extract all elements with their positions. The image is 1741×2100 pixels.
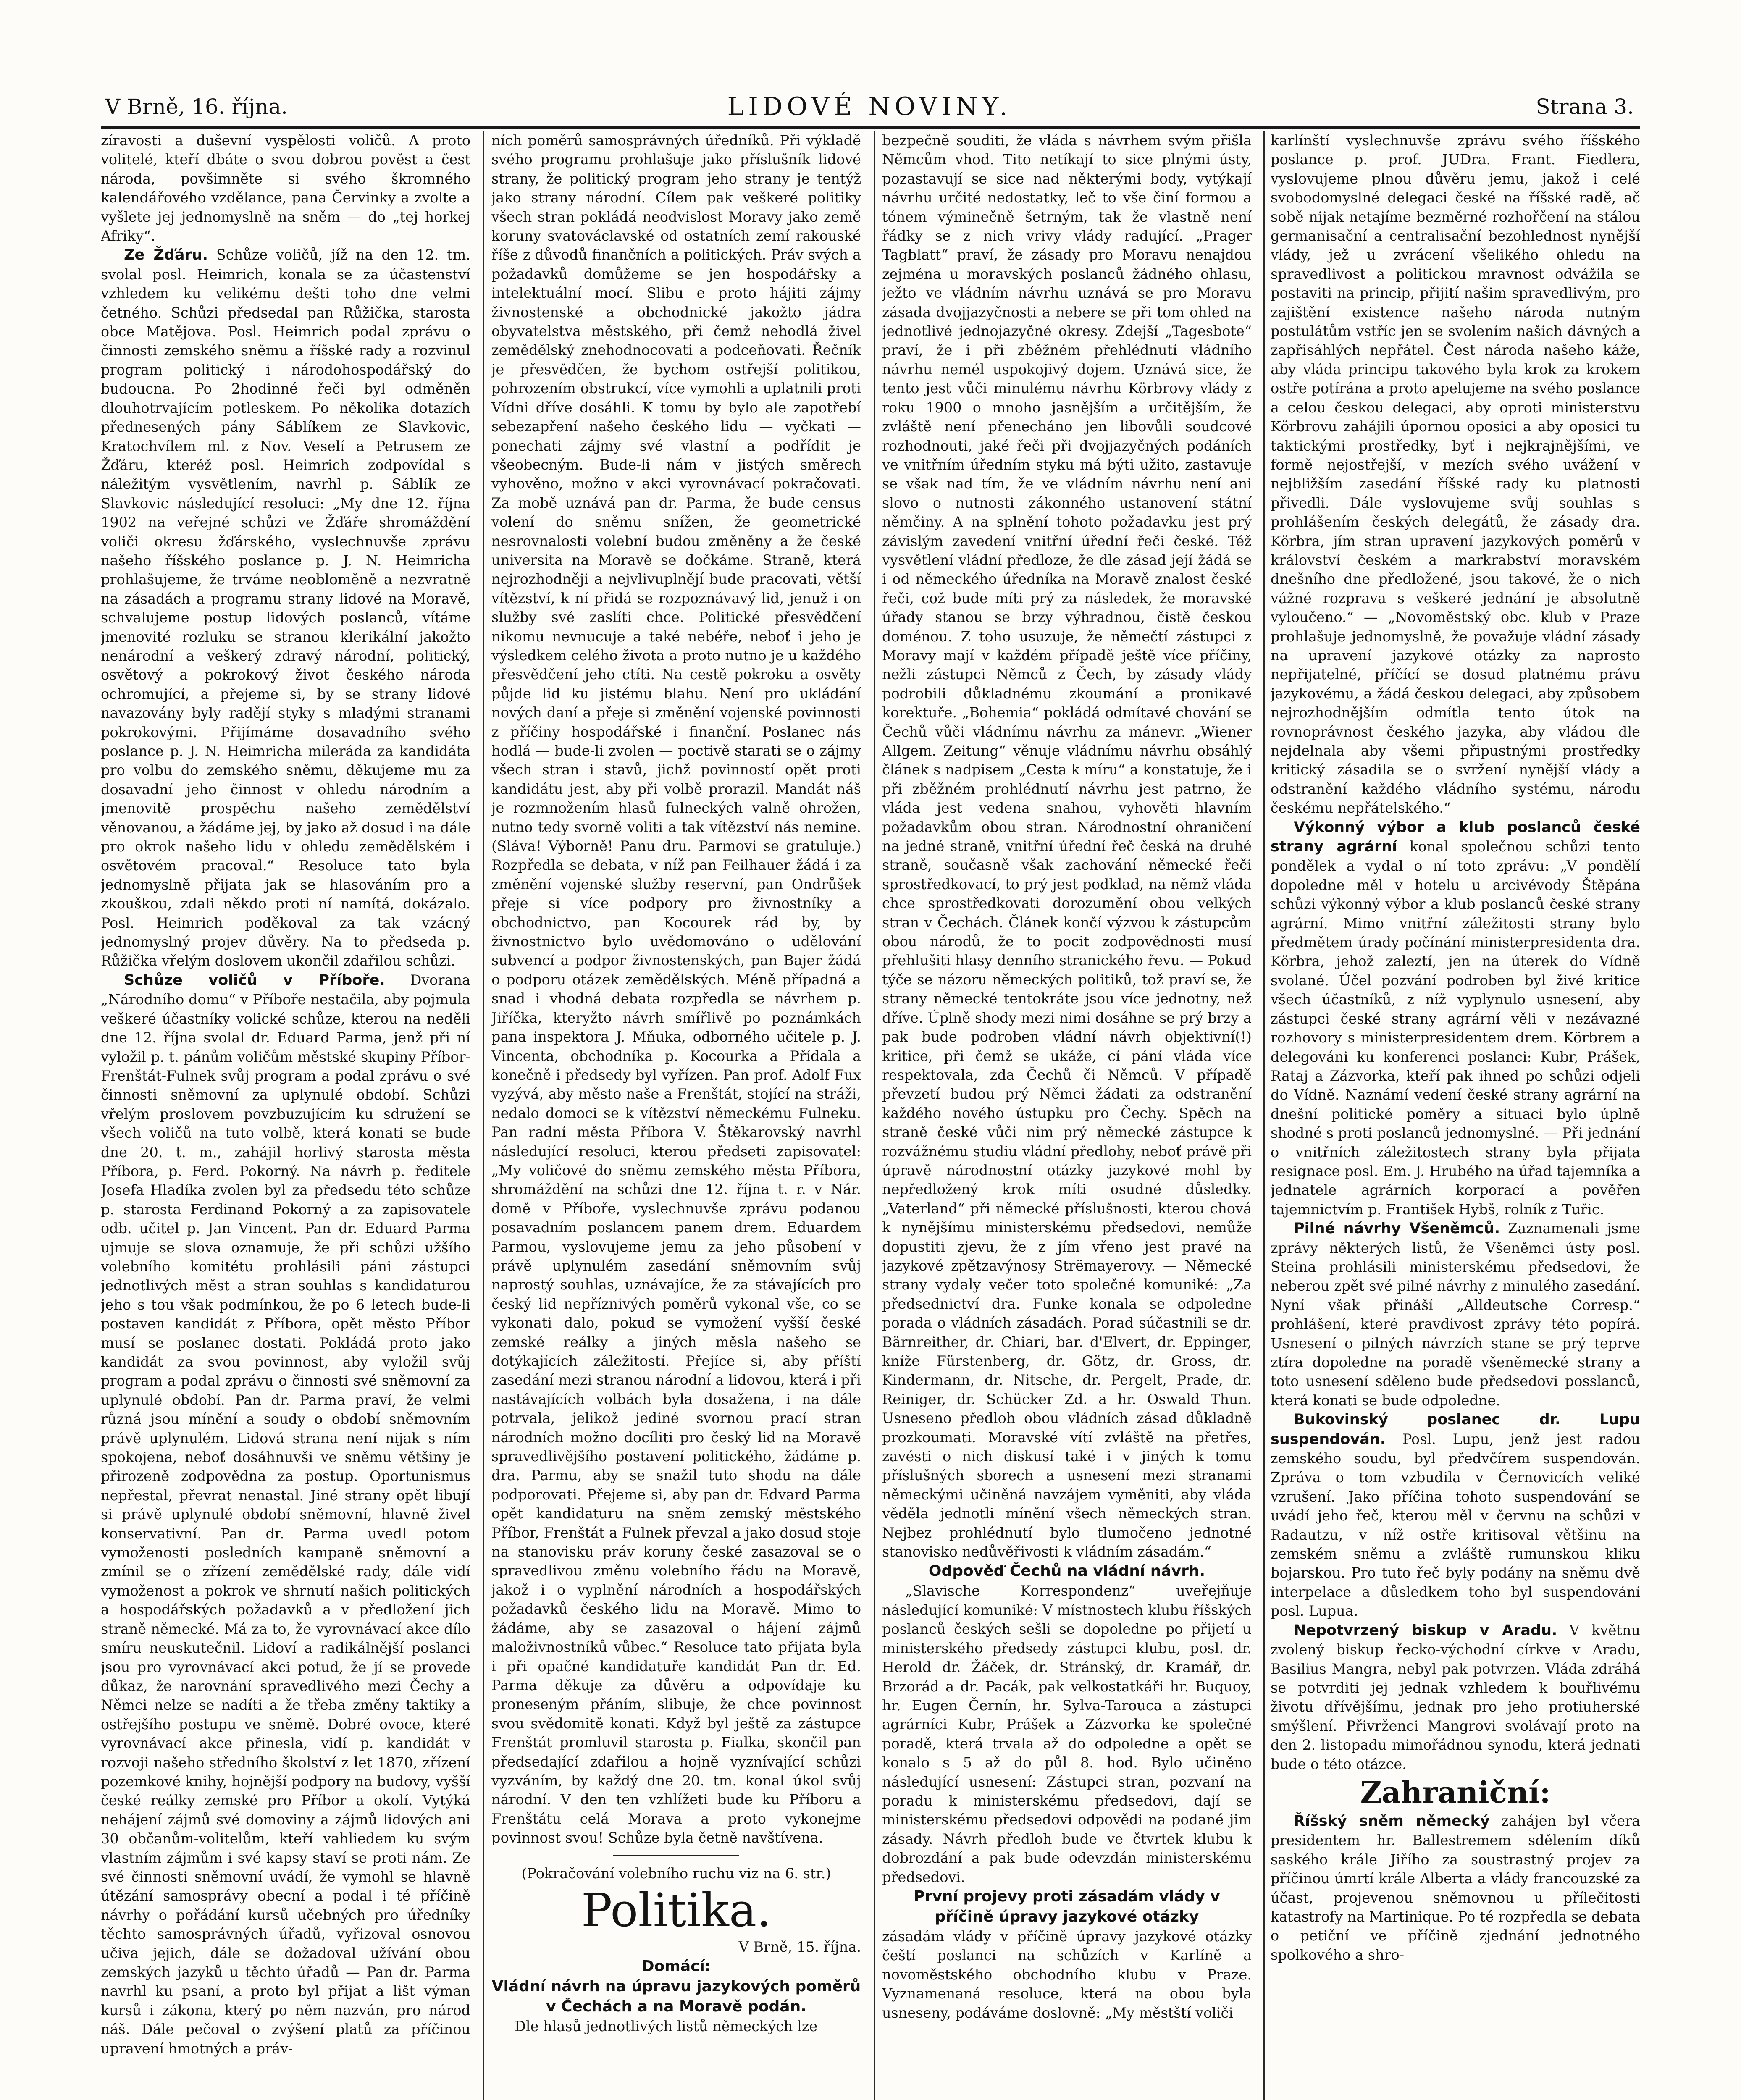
- column-2: [491, 131, 861, 2100]
- page-header: [101, 90, 1638, 128]
- paragraph: zásadám vlády v příčině úpravy jazykové otázky čeští poslanci na schůzích v Karlíně a novoměstského obchodního klubu v Praze. Vyznamenaná resoluce, která na obou byla usneseny, podáváme doslovně: „My městští voliči: [882, 1928, 1252, 2021]
- paragraph-text: Schůze voličů, jíž na den 12. tm. svolal posl. Heimrich, konala se za účastenství vzhledem ku velikému dešti toho dne velmi četného. Schůzi předsedal pan Růžička, starosta obce Matějova. Posl. Heimrich podal zprávu o činnosti zemského sněmu a říšské rady a rozvinul program politický i národohospodářský do budoucna. Po 2hodinné řeči byl odměněn dlouhotrvajícím potleskem. Po několika dotazích přednesených pány Sáblíkem ze Slavkovic, Kratochvílem ml. z Nov. Veselí a Petrusem ze Žďáru, kteréž posl. Heimrich zodpovídal s náležitým vysvětlením, navrhl p. Sáblík ze Slavkovic následující resoluci: „My dne 12. října 1902 na veřejné schůzi ve Žďáře shromáždění voliči okresu žďárského, vyslechnuvše zprávu našeho říšského poslance p. J. N. Heimricha prohlašujeme, že trváme neobloměně a nezvratně na zásadách a programu strany lidové na Moravě, schvalujeme postup lidových poslanců, vítáme jmenovité rozluku se stranou klerikální jakožto nenárodní a veškerý zdravý národní, politický, osvětový a pokrokový život českého národa ochromující, a přejeme si, by se strany lidové navazovány byly radějí styky s mladými stranami pokrokovými. Přijímáme dosavadního svého poslance p. J. N. Heimricha mileráda za kandidáta pro volbu do zemského sněmu, děkujeme mu za dosavadní jeho činnost v ohledu národním a jmenovitě prospěchu našeho zemědělství věnovanou, a žádáme jej, by jako až dosud i na dále pro okrok našeho lidu v ohledu zemědělském i osvětovém pracoval.“ Resoluce tato byla jednomyslně přijata jak se hlasováním pro a zkouškou, zdali někdo proti ní namítá, dokázalo. Posl. Heimrich poděkoval za tak vzácný jednomyslný projev důvěry. Na to předseda p. Růžička vřelým doslovem ukončil zdařilou schůzi.: [101, 247, 470, 969]
- paragraph: [1271, 1621, 1640, 1774]
- paragraph-text: zahájen byl včera presidentem hr. Ballestremem sdělením díků saského krále Jiřího za soustrastný projev za příčinou úmrtí krále Alberta a vlády francouzské za účast, projevenou sněmovnou u přílečitosti katastrofy na Martinique. Po té rozpředla se debata o petiční ve příčině zjednání jednotného spolkového a shro-: [1271, 1812, 1640, 1963]
- article-columns: [101, 131, 1640, 2100]
- page-number: Strana 3.: [1536, 94, 1634, 119]
- subheading: Říšský sněm německý: [1294, 1812, 1490, 1830]
- column-1: [101, 131, 470, 2100]
- paragraph: karlínští vyslechnuvše zprávu svého říšského poslance p. prof. JUDra. Frant. Fiedlera, vyslovujeme plnou důvěru jemu, jakož i celé svobodomyslné delegaci české na říšské radě, ač sobě nijak netajíme bezměrné rozhořčení na stálou germanisační a centralisační bezohlednost nynější vlády, jež u zvrácení všelikého ohledu na spravedlivost a politickou mravnost odvážila se postaviti na princip, přijití našim spravedlivým, pro zajištění existence našeho národa nutným postulátům vstříc jen se svolením našich dávných a zapřisáhlých nepřátel. Čest národa našeho káže, aby vláda principu takového byla krok za krokem ostře potírána a proto apelujeme na svého poslance a celou českou delegaci, aby oproti ministerstvu Körbrovu zahájili úpornou oposici a aby oposici tu taktickými prostředky, byť i nejkrajnějšími, ve formě nejostřejší, v mezích svého uvážení v nejbližším zasedání říšské rady ku platnosti přivedli. Dále vyslovujeme svůj souhlas s prohlášením českých delegátů, že zásady dra. Körbra, jím stran upravení jazykových poměrů v království českém a markrabství moravském dnešního dne předložené, jsou takové, že o nich vážné rozprava s veškeré jednání je absolutně vyloučeno.“ — „Novoměstský obc. klub v Praze prohlašuje jednomyslně, že považuje vládní zásady na upravení jazykové otázky za naprosto nepřijatelné, příčící se dosud platnému právu jazykovému, a žádá českou delegaci, aby způsobem nejrozhodnějším odmítla tento útok na rovnoprávnost českého jazyka, aby vládou dle nejdelnala aby všemi připustnými prostředky kritický zásadila se o svržení nynější vlády a odstranění každého vládního systému, národu českému nepřátelského.“: [1271, 132, 1640, 816]
- paragraph: ních poměrů samosprávných úředníků. Při výkladě svého programu prohlašuje jako příslušník lidové strany, že politický program jeho strany je tentýž jako strany národní. Cílem pak veškeré politiky všech stran pokládá neodvislost Moravy jako země koruny svatováclavské od ostatních zemí rakouské říše z důvodů finančních a politických. Práv svých a požadavků domůžeme se jen hospodářsky a intelektuální mocí. Slibu e proto hájiti zájmy živnostenské a obchodnické jakožto jádra obyvatelstva městského, při čemž nehodlá živel zemědělský znehodnocovati a podceňovati. Řečník je přesvědčen, že bychom ostřejší politikou, pohrozením obstrukcí, více vymohli a uplatnili proti Vídni dříve dosáhli. K tomu by bylo ale zapotřebí sebezapření našeho českého lidu — vyčkati — ponechati zájmy své vlastní a podřídit je všeobecným. Bude-li nám v jistých směrech vyhověno, možno v akci vyrovnávací pokračovati. Za mobě uznává pan dr. Parma, že bude census volení do sněmu snížen, že geometrické nesrovnalosti volební budou změněny a že české universita na Moravě se dočkáme. Straně, která nejrozhodněji a nejvlivuplnějí bude pracovati, větší vítězství, k ní přidá se rozpoznávavý lid, jenuž i on služby své zaslíti chce. Politické přesvědčení nikomu nevnucuje a také nebéře, neboť i jeho je výsledkem celého života a proto nutno je u každého přesvědčení jeho ctíti. Na cestě pokroku a osvěty půjde lid ku jistému blahu. Není pro ukládání nových daní a přeje si změnění vojenské povinnosti z příčiny hospodářské i finanční. Poslanec nás hodlá — bude-li zvolen — poctivě starati se o zájmy všech stran i stavů, jichž povinností opět proti kandidátu jest, aby při volbě prorazil. Mandát náš je rozmnožením hlasů fulneckých valně ohrožen, nutno tedy svorně voliti a tak vítězství nás nemine. (Sláva! Výborně! Panu dru. Parmovi se gratuluje.) Rozpředla se debata, v níž pan Feilhauer žádá i za změnění vojenské služby reservní, pan Ondrůšek přeje si více podpory pro živnostníky a obchodnictvo, pan Kocourek rád by, by živnostnictvo bylo uvědomováno o udělování subvencí a podpor živnostenských, pan Bajer žádá o podporu otázek zemědělských. Méně případná a snad i vhodná debata rozpředla se návrhem p. Jiříčka, kteryžto návrh smířlivě po poznámkách pana inspektora J. Mňuka, odborného učitele p. J. Vincenta, obchodníka p. Kocourka a Přídala a konečně i předsedy byl vyřízen. Pan prof. Adolf Fux vyzývá, aby město naše a Frenštát, stojící na stráži, nedalo domoci se k vítězství německému Fulneku. Pan radní města Příbora V. Štěkarovský navrhl následující resoluci, kterou předseti zapisovatel: „My voličové do sněmu zemského města Příbora, shromáždění na schůzi dne 12. října t. r. v Nár. domě v Příboře, vyslechnuvše zprávu podanou posavadním poslancem panem drem. Eduardem Parmou, vyslovujeme jemu za jeho působení v právě uplynulém zasedání sněmovním svůj naprostý souhlas, uznávajíce, že za stávajících pro český lid nepříznivých poměrů vykonal vše, co se vykonati dalo, pokud se vymožení vyšší české zemské reálky a jiných měsla našeho se dotýkajících záležitostí. Přejíce si, aby příští zasedání mezi stranou národní a lidovou, která i při nastávajících volbách byla dosažena, i na dále potrvala, jelikož jediné svornou prací stran národních možno docíliti pro český lid na Moravě spravedlivějšího postavení politického, žádáme p. dra. Parmu, aby se snažil tuto shodu na dále podporovati. Přejeme si, aby pan dr. Edvard Parma opět kandidaturu na sněm zemský městského Příbor, Frenštát a Fulnek převzal a jako dosud stoje na stanovisku práv koruny české zasazoval se o spravedlivou změnu volebního řádu na Moravě, jakož i o vyplnění národních a hospodářských požadavků českého lidu na Moravě. Mimo to žádáme, aby se zasazoval o hájení zájmů maloživnostníků vůbec.“ Resoluce tato přijata byla i při opačné kandidatuře kandidát Pan dr. Ed. Parma děkuje za důvěru a odpovídaje ku proneseným přáním, slibuje, že chce povinnost svou svědomitě konati. Když byl ještě za zástupce Frenštát promluvil starosta p. Fialka, skončil pan předsedající zdařilou a hojně vyznívající schůzi vyzváním, by každý dne 20. tm. konal úkol svůj národní. V den ten vzhlížeti bude ku Příboru a Frenštátu celá Morava a proto vykonejme povinnost svou! Schůze byla četně navštívena.: [491, 132, 861, 1846]
- paragraph: [101, 971, 470, 2058]
- newspaper-title: LIDOVÉ NOVINY.: [727, 92, 1012, 121]
- article-headline: Vládní návrh na úpravu jazykových poměrů v Čechách a na Moravě podán.: [491, 1978, 861, 2016]
- subheading: Pilné návrhy Všeněmců.: [1294, 1220, 1500, 1237]
- subheading: Výkonný výbor a klub poslanců české strany agrární: [1271, 819, 1640, 856]
- paragraph: [101, 245, 470, 970]
- article-headline: Odpověď Čechů na vládní návrh.: [928, 1562, 1205, 1580]
- paragraph: [1271, 1811, 1640, 1964]
- article-headline: První projevy proti zásadám vlády v příčině úpravy jazykové otázky: [914, 1887, 1220, 1925]
- paragraph: zíravosti a duševní vyspělosti voličů. A proto volitelé, kteří dbáte o svou dobrou pověst a čest národa, povšimněte si svého škromného kalendářového vzdělance, pana Červinky a zvolte a vyšlete jej jednomyslně na sněm — do „tej horkej Afriky“.: [101, 132, 470, 244]
- paragraph: Dle hlasů jednotlivých listů německých lze: [515, 2018, 818, 2035]
- paragraph: bezpečně souditi, že vláda s návrhem svým přišla Němcům vhod. Tito netíkají to sice plnými ústy, pozastavují se sice nad některými body, vytýkají návrhu určité nedostatky, leč to vše činí formou a tónem výminečně šetrným, tak že vlastně není řádky se z nich vrivy vlády radující. „Prager Tagblatt“ praví, že zásady pro Moravu nenajdou zejména u moravských poslanců žádného ohlasu, ježto ve vládním návrhu uznává se pro Moravu zásada dvojjazyčnosti a nebere se při tom ohled na jednotlivé jednojazyčné okresy. Zdejší „Tagesbote“ praví, že i při zběžném přehlédnutí vládního návrhu nemél uspokojivý dojem. Uznává sice, že tento jest vůči minulému návrhu Körbrovy vlády z roku 1900 o mnoho jasnějším a určitějším, že zvláště není přenecháno jen libovůli soudcové rozhodnouti, jaké řeči při dvojjazyčných podáních ve vnitřním úředním styku má býti užito, zastavuje se však nad tím, že ve vládním návrhu není ani slovo o nutnosti zákonného ustanovení státní němčiny. A na splnění tohoto požadavku jest prý závislým zavedení vnitřní úřední řeči české. Též vysvětlení vládní předloze, že dle zásad její žádá se i od německého úředníka na Moravě znalost české řeči, což bude míti prý za následek, že moravské úřady stanou se brzy výhradnou, čistě českou doménou. Z toho usuzuje, že němečtí zástupci z Moravy mají v každém případě ještě více příčiny, nežli zástupci Němců z Čech, by zásady vlády podrobili důkladnému zkoumání a pronikavé korektuře. „Bohemia“ pokládá odmítavé chování se Čechů vůči vládnímu návrhu za mánevr. „Wiener Allgem. Zeitung“ věnuje vládnímu návrhu obsáhlý článek s nadpisem „Cesta k míru“ a konstatuje, že i při zběžném prohlédnutí návrhu jest patrno, že vláda jest vedena snahou, vyhověti hlavním požadavkům obou stran. Národnostní ohraničení na jedné straně, vnitřní úřední řeč česká na druhé straně, současně však zachování německé řeči sprostředkovací, to prý jest podklad, na němž vláda chce sprostředkovati dorozumění obou velkých stran v Čechách. Článek končí výzvou k zástupcům obou národů, že to pocit zodpovědnosti musí přehlušiti hlasy denního stranického řevu. — Pokud týče se názoru německých politiků, tož praví se, že strany německé tentokráte jsou více jednotny, než dříve. Úplně shody mezi nimi dosáhne se prý brzy a pak bude podroben vládní návrh objektivní(!) kritice, při čemž se ukáže, cí pání vláda více respektovala, zda Čechů či Němců. V případě převzetí budou prý Němci žádati za odstranění každého nového ústupku pro Čechy. Spěch na straně české vůči nim prý německé zástupce k rozvážnému studiu vládní předlohy, neboť právě při úpravě národnostní otázky jazykové mohl by nepředložený krok míti osudné důsledky. „Vaterland“ při německé příslušnosti, kterou chová k nynějšímu ministerskému předsedovi, nemůže dopustiti zjevu, že z jím vřeno jest pravé na jazykové zpětzavýnosy Strëmayerovy. — Německé strany vydaly večer toto společné komuniké: „Za předsednictví dra. Funke konala se odpoledne porada o vládních zásadách. Porad súčastnili se dr. Bärnreither, dr. Chiari, bar. d'Elvert, dr. Eppinger, kníže Fürstenberg, dr. Götz, dr. Gross, dr. Kindermann, dr. Nitsche, dr. Pergelt, Prade, dr. Reiniger, dr. Schücker Zd. a hr. Oswald Thun. Usneseno předloh obou vládních zásad důkladně prozkoumati. Moravské vítí zvláště na přetřes, zavésti o nich diskusí také i v jiných k tomu příslušných sborech a usnesení mezi stranami německými učiněná navzájem vyměniti, aby vláda věděla jednotli mínění všech německých stran. Nejbez prohlédnutí bylo tlumočeno jednotné stanovisko nedůvěřivosti k vládním zásadám.“: [882, 132, 1252, 1560]
- subsection-title: Domácí:: [641, 1958, 711, 1975]
- paragraph: „Slavische Korrespondenz“ uveřejňuje následující komuniké: V místnostech klubu říšských poslanců českých sešli se dopoledne po přijetí u ministerského předsedy zástupci klubu, posl. dr. Herold dr. Žáček, dr. Stránský, dr. Kramář, dr. Brzorád a dr. Pacák, pak velkostatkáři hr. Buquoy, hr. Eugen Černín, hr. Sylva-Tarouca a zástupci agrárníci Kubr, Prášek a Zázvorka ke společné poradě, která trvala až do odpoledne a opět se konalo s 5 až do půl 8. hod. Bylo učiněno následující usnesení: Zástupci stran, pozvaní na poradu k ministerskému předsedovi, dají se ministerskému předsedovi odpovědi na podané jim zásady. Návrh předloh bude ve čtvrtek klubu k dobrozdání a pak bude odevzdán ministerskému předsedovi.: [882, 1583, 1252, 1885]
- section-title: Politika.: [581, 1883, 772, 1937]
- paragraph-text: Zaznamenali jsme zprávy některých listů, že Všeněmci ústy posl. Steina prohlásili ministerskému předsedovi, že neberou zpět své pilné návrhy z minulého zasedání. Nyní však přináší „Alldeutsche Corresp.“ prohlášení, které pravdivost zprávy této popírá. Usnesení o pilných návrzích stane se prý teprve ztíra dopoledne na poradě všeněmecké strany a toto usnesení sděleno bude předsedovi posslanců, která konati se bude odpoledne.: [1271, 1220, 1640, 1409]
- paragraph: [1271, 1410, 1640, 1620]
- divider: [613, 1855, 739, 1856]
- subheading: Bukovinský poslanec dr. Lupu suspendován.: [1271, 1411, 1640, 1448]
- paragraph-text: V květnu zvolený biskup řecko-východní církve v Aradu, Basilius Mangra, nebyl pak potvrzen. Vláda zdráhá se potvrditi jej jednak vzhledem k bouřlivému životu dřívějšímu, jednak pro jeho protiuherské smýšlení. Přivrženci Mangrovi svolávají proto na den 2. listopadu mimořádnou synodu, která jednati bude o této otázce.: [1271, 1622, 1640, 1772]
- paragraph: [1271, 1219, 1640, 1410]
- paragraph-text: Posl. Lupu, jenž jest radou zemského soudu, byl předvčírem suspendován. Zpráva o tom vzbudila v Černovicích veliké vzrušení. Jako příčina tohoto suspendování se uvádí jeho řeč, kterou měl v červnu na schůzi v Radautzu, v níž ostře kritisoval většinu na zemském sněmu a zvláště rumunskou kliku bojarskou. Pro tuto řeč byly podány na sněmu dvě interpelace a důsledkem toho byl suspendování posl. Lupua.: [1271, 1431, 1640, 1620]
- subheading: Ze Žďáru.: [124, 247, 208, 264]
- continuation-note: (Pokračování volebního ruchu viz na 6. str.): [521, 1865, 831, 1882]
- header-date: V Brně, 16. října.: [105, 94, 288, 119]
- subheading: Schůze voličů v Příboře.: [124, 971, 385, 989]
- paragraph-text: Dvorana „Národního domu“ v Příboře nestačila, aby pojmula veškeré účastníky volické schůze, kterou na neděli dne 12. října svolal dr. Eduard Parma, jenž při ní vyložil p. t. pánům voličům městské skupiny Příbor-Frenštát-Fulnek svůj program a podal zprávu o své činnosti sněmovní za uplynulé období. Schůzi vřelým proslovem povzbuzujícím ku sdružení se všech voličů na tuto volbě, která konati se bude dne 20. t. m., zahájil horlivý starosta města Příbora, p. Ferd. Pokorný. Na návrh p. ředitele Josefa Hladíka zvolen byl za předsedu této schůze p. starosta Ferdinand Pokorný a za zapisovatele odb. učitel p. Jan Vincent. Pan dr. Eduard Parma ujmuje se slova oznamuje, že při schůzi užšího volebního komitétu prohlásili páni zástupci jednotlivých měst a stran souhlas s kandidaturou jeho s tou však podmínkou, že po 6 letech bude-li postaven kandidát z Příbora, opět město Příbor musí se poslanec dostati. Pokládá proto jako kandidát za svou povinnost, aby vyložil svůj program a podal zprávu o činnosti své sněmovní za uplynulé období. Pan dr. Parma praví, že velmi různá jsou mínění a soudy o období sněmovním právě uplynulém. Lidová strana není nijak s ním spokojena, neboť dosáhnuvši ve sněmu většiny je přirozeně zodpovědna za postup. Oportunismus nepřestal, převrat nenastal. Jiné strany opět libují si právě uplynulé období sněmovní, hlavně živel konservativní. Pan dr. Parma uvedl potom vymoženosti posledních kampaně sněmovní a zmínil se o zřízení zemědělské rady, dále vidí vymoženost a pokrok ve shrnutí našich politických a hospodářských požadavků a v předložení jich straně německé. Má za to, že vyrovnávací akce dílo smíru neuskutečnil. Lidoví a radikálnější poslanci jsou pro vyrovnávací akci potud, že jí se provede důkaz, že narovnání spravedlivého mezi Čechy a Němci nelze se nadíti a že třeba změny taktiky a ostřejšího postupu ve sněmě. Dobré ovoce, které vyrovnávací akce přinesla, vidí p. kandidát v rozvoji našeho středního školství z let 1870, zřízení pozemkové knihy, hojnější podpory na budovy, vyšší české reálky zemské pro Příbor a okolí. Vytýká nehájení zájmů své domoviny a zájmů lidových ani 30 občanům-volitelům, kteří vahliedem ku svým vlastním zájmům i své kapsy staví se proti nám. Ze své činnosti sněmovní uvádí, že vymohl se hlavně útězání samosprávy obecní a podal i té příčině návrhy o pořádání kursů učebných pro úředníky těchto samosprávných úřadů, vyřizoval osnovou učiva jejich, dále se dožadoval užívání obou zemských jazyků u těchto úřadů — Pan dr. Parma navrhl ku psaní, a proto byl přijat a lišt výman kursů i zákona, který po něm nazván, pro národ náš. Dále pečoval o zvýšení platů za příčinou upravení hmotných a práv-: [101, 971, 470, 2057]
- paragraph-text: konal společnou schůzi tento pondělek a vydal o ní toto zprávu: „V pondělí dopoledne měl v hotelu u arcivévody Štěpána schůzi výkonný výbor a klub poslanců české strany agrární. Mimo vnitřní záležitosti strany bylo předmětem úrady počínání ministerpresidenta dra. Körbra, jehož zaleztí, jen na úterek do Vídně svolané. Účel pozvání podroben byl živé kritice všech účastníků, z níž vyplynulo usnesení, aby zástupci české strany agrární věli v nezávazné rozhovory s ministerpresidentem drem. Körbrem a delegováni ku konferenci poslanci: Kubr, Prášek, Rataj a Zázvorka, kteří pak ihned po schůzi odjeli do Vídně. Naznámí vedení české strany agrární na dnešní politické poměry a situaci bylo úplně shodné s proti poslanců jednomyslné. — Při jednání o vnitřních záležitostech strany byla přijata resignace posl. Em. J. Hrubého na úřad tajemníka a jednatele agrárních korporací a pověřen tajemnictvím p. František Hybš, rolník z Tuřic.: [1271, 838, 1640, 1218]
- subheading: Nepotvrzený biskup v Aradu.: [1294, 1622, 1557, 1639]
- paragraph: [1271, 818, 1640, 1219]
- dateline: V Brně, 15. října.: [738, 1938, 861, 1955]
- header-rule: [101, 126, 1640, 129]
- column-3: [882, 131, 1252, 2100]
- column-4: [1271, 131, 1640, 2100]
- section-title: Zahraniční:: [1360, 1774, 1551, 1810]
